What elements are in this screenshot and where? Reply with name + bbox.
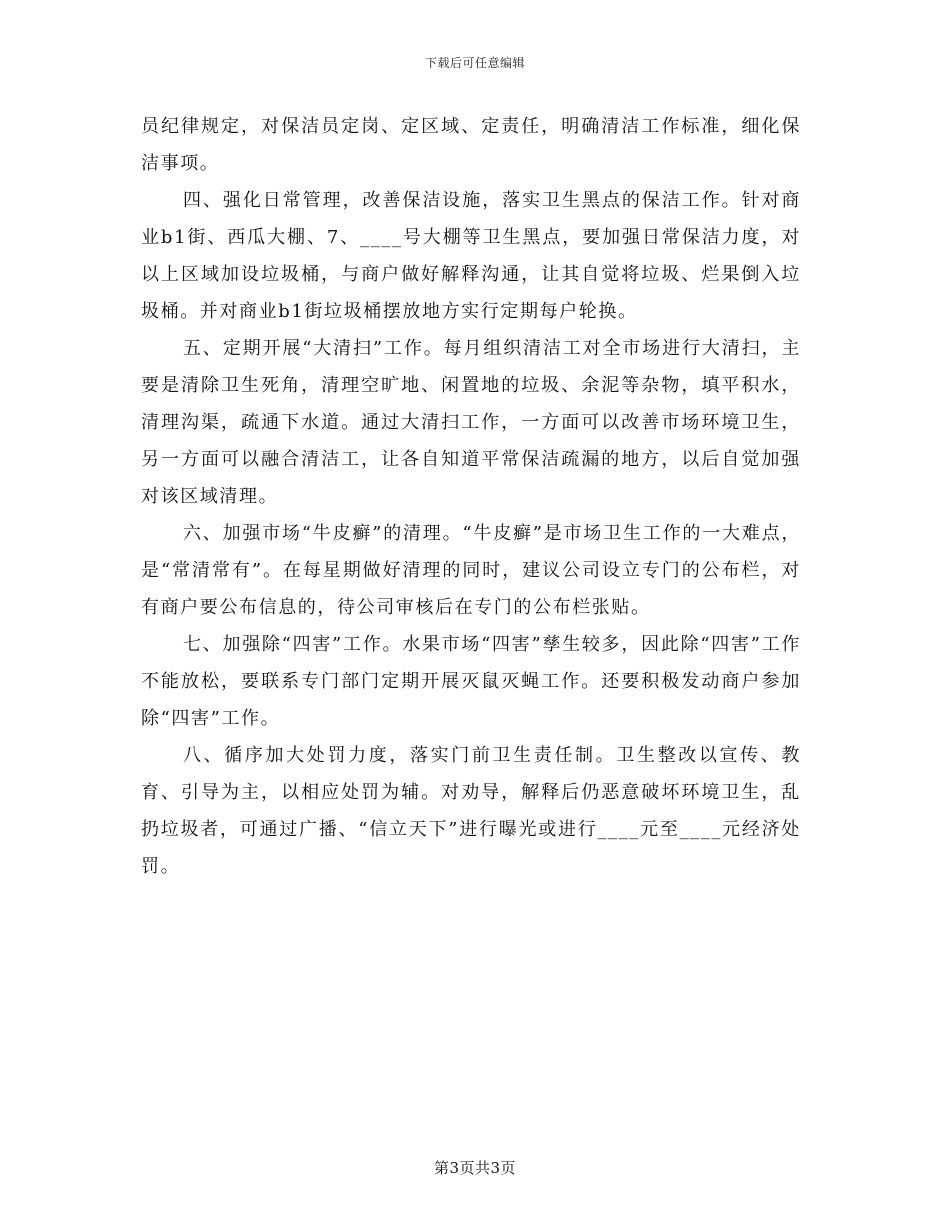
paragraph-item-8: 八、循序加大处罚力度，落实门前卫生责任制。卫生整改以宣传、教育、引导为主，以相应处罚为辅。对劝导，解释后仍恶意破坏环境卫生，乱扔垃圾者，可通过广播、“信立天下”进行曝光或进行____元至____元经济处罚。 [141,745,801,877]
paragraph-item-5: 五、定期开展“大清扫”工作。每月组织清洁工对全市场进行大清扫，主要是清除卫生死角，清理空旷地、闲置地的垃圾、余泥等杂物，填平积水，清理沟渠，疏通下水道。通过大清扫工作，一方面可以改善市场环境卫生，另一方面可以融合清洁工，让各自知道平常保洁疏漏的地方，以后自觉加强对该区域清理。 [141,338,801,507]
paragraph-continuation: 员纪律规定，对保洁员定岗、定区域、定责任，明确清洁工作标准，细化保洁事项。 [141,116,801,174]
document-body [141,108,801,885]
paragraph-item-6: 六、加强市场“牛皮癣”的清理。“牛皮癣”是市场卫生工作的一大难点，是“常清常有”。在每星期做好清理的同时，建议公司设立专门的公布栏，对有商户要公布信息的，待公司审核后在专门的公布栏张贴。 [141,523,801,618]
paragraph-item-7: 七、加强除“四害”工作。水果市场“四害”孳生较多，因此除“四害”工作不能放松，要联系专门部门定期开展灭鼠灭蝇工作。还要积极发动商户参加除“四害”工作。 [141,634,801,729]
page-header: 下载后可任意编辑 [424,56,525,70]
paragraph-item-4: 四、强化日常管理，改善保洁设施，落实卫生黑点的保洁工作。针对商业b1街、西瓜大棚、7、____号大棚等卫生黑点，要加强日常保洁力度，对以上区域加设垃圾桶，与商户做好解释沟通，让其自觉将垃圾、烂果倒入垃圾桶。并对商业b1街垃圾桶摆放地方实行定期每户轮换。 [141,190,801,322]
page-footer: 第3页共3页 [433,1159,517,1177]
